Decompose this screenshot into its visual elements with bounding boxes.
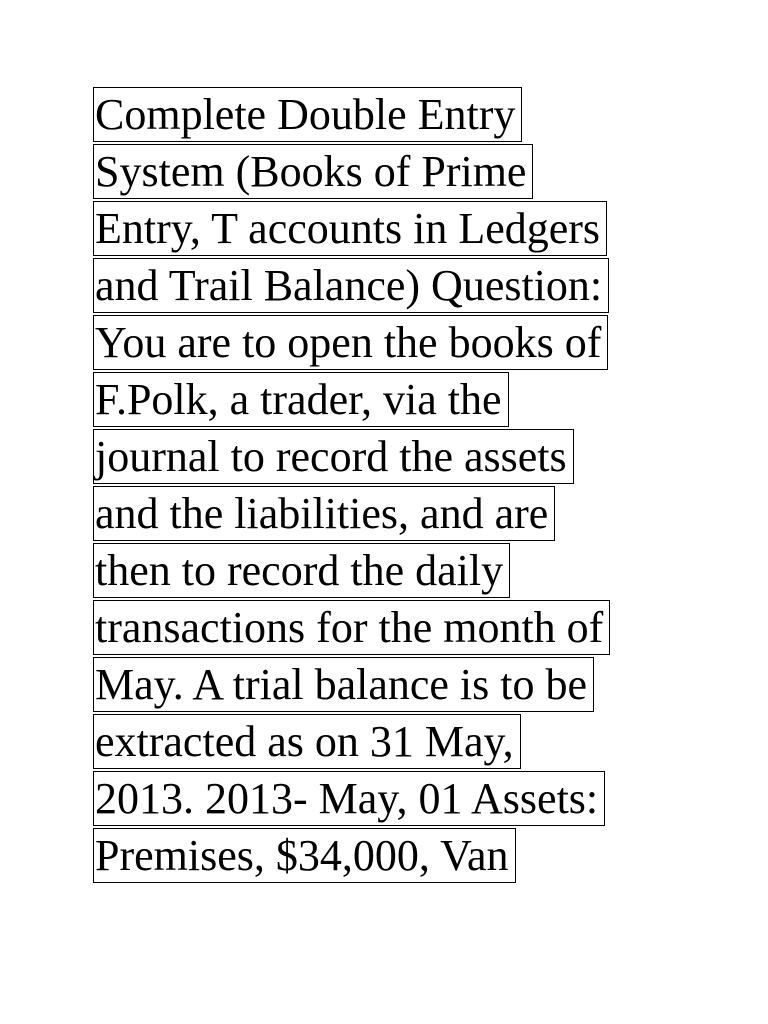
text-line-box: You are to open the books of (93, 315, 608, 370)
text-line-box: F.Polk, a trader, via the (93, 372, 509, 427)
text-line-box: then to record the daily (93, 543, 510, 598)
text-line-box: extracted as on 31 May, (93, 714, 521, 769)
text-line (93, 315, 610, 372)
text-line (93, 714, 610, 771)
text-line-box: and the liabilities, and are (93, 486, 555, 541)
text-line-box: Premises, $34,000, Van (93, 828, 516, 883)
text-line (93, 543, 610, 600)
text-block (93, 87, 610, 885)
text-line-box: Entry, T accounts in Ledgers (93, 201, 607, 256)
text-line-box: Complete Double Entry (93, 87, 522, 142)
text-line (93, 87, 610, 144)
text-line-box: System (Books of Prime (93, 144, 533, 199)
text-line (93, 600, 610, 657)
text-line (93, 429, 610, 486)
text-line-box: transactions for the month of (93, 600, 610, 655)
text-line (93, 258, 610, 315)
text-line (93, 372, 610, 429)
text-line-box: 2013. 2013- May, 01 Assets: (93, 771, 605, 826)
text-line (93, 657, 610, 714)
text-line-box: journal to record the assets (93, 429, 574, 484)
text-line (93, 828, 610, 885)
text-line (93, 486, 610, 543)
text-line (93, 201, 610, 258)
text-line (93, 771, 610, 828)
text-line-box: May. A trial balance is to be (93, 657, 594, 712)
text-line-box: and Trail Balance) Question: (93, 258, 609, 313)
text-line (93, 144, 610, 201)
